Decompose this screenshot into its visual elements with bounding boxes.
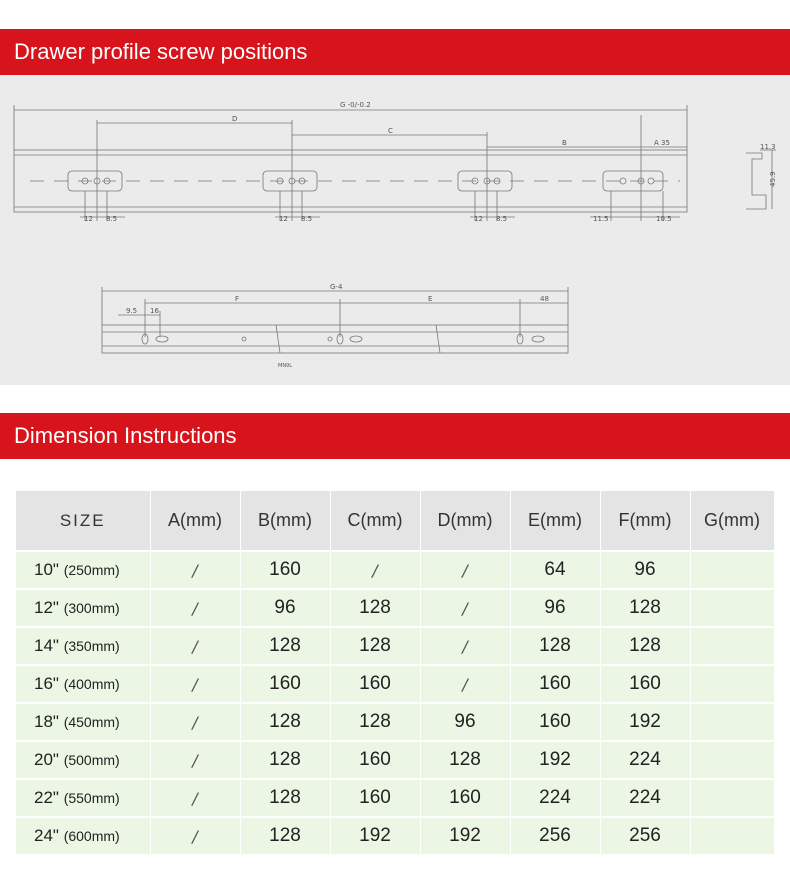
dim-a-label: A 35 bbox=[654, 139, 670, 147]
size-cell bbox=[16, 589, 150, 627]
cell-b: 160 bbox=[240, 665, 330, 703]
cell-b: 128 bbox=[240, 817, 330, 855]
size-mm: (450mm) bbox=[63, 714, 120, 730]
cell-e: 160 bbox=[510, 703, 600, 741]
dim-g-label: G -0/-0.2 bbox=[340, 101, 371, 109]
cell-e: 96 bbox=[510, 589, 600, 627]
section-title-table: Dimension Instructions bbox=[14, 423, 237, 448]
size-cell bbox=[16, 779, 150, 817]
table-row bbox=[16, 627, 774, 665]
cell-d: 128 bbox=[420, 741, 510, 779]
size-inch: 24" bbox=[34, 826, 59, 845]
table-row bbox=[16, 551, 774, 589]
cell-a: / bbox=[150, 627, 240, 665]
header-d: D(mm) bbox=[420, 491, 510, 551]
table-row bbox=[16, 817, 774, 855]
svg-text:8.5: 8.5 bbox=[301, 215, 313, 223]
cell-f: 256 bbox=[600, 817, 690, 855]
table-row bbox=[16, 779, 774, 817]
cell-a: / bbox=[150, 741, 240, 779]
cell-g bbox=[690, 779, 774, 817]
svg-text:16: 16 bbox=[150, 307, 159, 315]
cell-d: / bbox=[420, 589, 510, 627]
cell-a: / bbox=[150, 779, 240, 817]
cell-c: 160 bbox=[330, 779, 420, 817]
section-banner-table bbox=[0, 413, 790, 459]
size-cell bbox=[16, 817, 150, 855]
dimension-labels bbox=[84, 101, 777, 369]
svg-text:48: 48 bbox=[540, 295, 549, 303]
profile-section bbox=[746, 153, 766, 209]
table-header-row bbox=[16, 491, 774, 551]
cell-f: 224 bbox=[600, 779, 690, 817]
svg-text:F: F bbox=[235, 295, 240, 303]
cell-c: 160 bbox=[330, 665, 420, 703]
header-b: B(mm) bbox=[240, 491, 330, 551]
cell-e: 160 bbox=[510, 665, 600, 703]
cell-g bbox=[690, 703, 774, 741]
technical-drawing bbox=[0, 75, 790, 385]
svg-text:8.5: 8.5 bbox=[496, 215, 508, 223]
size-cell bbox=[16, 741, 150, 779]
dimension-table-wrapper bbox=[16, 491, 774, 846]
cell-b: 128 bbox=[240, 741, 330, 779]
dim-d-label: D bbox=[232, 115, 238, 123]
cell-g bbox=[690, 741, 774, 779]
cell-d: 160 bbox=[420, 779, 510, 817]
dim-b-label: B bbox=[562, 139, 567, 147]
cell-c: 128 bbox=[330, 703, 420, 741]
cell-d: 192 bbox=[420, 817, 510, 855]
header-a: A(mm) bbox=[150, 491, 240, 551]
dim-c-label: C bbox=[388, 127, 393, 135]
section-banner-drawing bbox=[0, 29, 790, 75]
cell-b: 128 bbox=[240, 703, 330, 741]
size-inch: 22" bbox=[34, 788, 59, 807]
cell-d: / bbox=[420, 665, 510, 703]
cell-e: 128 bbox=[510, 627, 600, 665]
cell-c: / bbox=[330, 551, 420, 589]
cell-c: 128 bbox=[330, 627, 420, 665]
cell-d: / bbox=[420, 627, 510, 665]
size-mm: (350mm) bbox=[63, 638, 120, 654]
cell-f: 160 bbox=[600, 665, 690, 703]
size-inch: 20" bbox=[34, 750, 59, 769]
size-inch: 12" bbox=[34, 598, 59, 617]
svg-text:9.5: 9.5 bbox=[126, 307, 138, 315]
size-inch: 18" bbox=[34, 712, 59, 731]
size-mm: (250mm) bbox=[63, 562, 120, 578]
cell-a: / bbox=[150, 817, 240, 855]
cell-c: 160 bbox=[330, 741, 420, 779]
cell-b: 96 bbox=[240, 589, 330, 627]
cell-a: / bbox=[150, 589, 240, 627]
svg-text:10.5: 10.5 bbox=[656, 215, 672, 223]
header-size: SIZE bbox=[16, 491, 150, 551]
cell-e: 192 bbox=[510, 741, 600, 779]
svg-text:MN9L: MN9L bbox=[278, 363, 293, 369]
cell-c: 192 bbox=[330, 817, 420, 855]
cell-g bbox=[690, 589, 774, 627]
cell-g bbox=[690, 627, 774, 665]
cell-e: 256 bbox=[510, 817, 600, 855]
svg-text:45.9: 45.9 bbox=[769, 171, 777, 187]
svg-text:11.5: 11.5 bbox=[593, 215, 609, 223]
cell-g bbox=[690, 817, 774, 855]
cell-f: 96 bbox=[600, 551, 690, 589]
svg-text:12: 12 bbox=[279, 215, 288, 223]
cell-e: 64 bbox=[510, 551, 600, 589]
rail-outline-bottom bbox=[102, 325, 568, 353]
cell-b: 160 bbox=[240, 551, 330, 589]
size-mm: (300mm) bbox=[63, 600, 120, 616]
svg-text:E: E bbox=[428, 295, 433, 303]
size-inch: 10" bbox=[34, 560, 59, 579]
header-f: F(mm) bbox=[600, 491, 690, 551]
section-title-drawing: Drawer profile screw positions bbox=[14, 39, 308, 64]
cell-b: 128 bbox=[240, 779, 330, 817]
cell-f: 128 bbox=[600, 627, 690, 665]
technical-drawing-svg bbox=[0, 75, 790, 385]
size-cell bbox=[16, 703, 150, 741]
svg-text:8.5: 8.5 bbox=[106, 215, 118, 223]
cell-a: / bbox=[150, 665, 240, 703]
cell-d: / bbox=[420, 551, 510, 589]
cell-f: 192 bbox=[600, 703, 690, 741]
header-e: E(mm) bbox=[510, 491, 600, 551]
cell-d: 96 bbox=[420, 703, 510, 741]
size-inch: 14" bbox=[34, 636, 59, 655]
size-mm: (500mm) bbox=[63, 752, 120, 768]
size-cell bbox=[16, 627, 150, 665]
svg-text:11.3: 11.3 bbox=[760, 143, 776, 151]
size-inch: 16" bbox=[34, 674, 59, 693]
cell-f: 128 bbox=[600, 589, 690, 627]
table-body bbox=[16, 551, 774, 855]
cell-f: 224 bbox=[600, 741, 690, 779]
size-mm: (400mm) bbox=[63, 676, 120, 692]
svg-text:12: 12 bbox=[84, 215, 93, 223]
cell-a: / bbox=[150, 703, 240, 741]
svg-text:G-4: G-4 bbox=[330, 283, 343, 291]
cell-e: 224 bbox=[510, 779, 600, 817]
cell-c: 128 bbox=[330, 589, 420, 627]
svg-text:12: 12 bbox=[474, 215, 483, 223]
table-row bbox=[16, 665, 774, 703]
cell-a: / bbox=[150, 551, 240, 589]
cell-g bbox=[690, 551, 774, 589]
cell-g bbox=[690, 665, 774, 703]
size-cell bbox=[16, 665, 150, 703]
size-cell bbox=[16, 551, 150, 589]
header-c: C(mm) bbox=[330, 491, 420, 551]
header-g: G(mm) bbox=[690, 491, 774, 551]
table-row bbox=[16, 589, 774, 627]
table-row bbox=[16, 703, 774, 741]
table-row bbox=[16, 741, 774, 779]
cell-b: 128 bbox=[240, 627, 330, 665]
size-mm: (600mm) bbox=[63, 828, 120, 844]
size-mm: (550mm) bbox=[63, 790, 120, 806]
dimension-table bbox=[16, 491, 775, 856]
